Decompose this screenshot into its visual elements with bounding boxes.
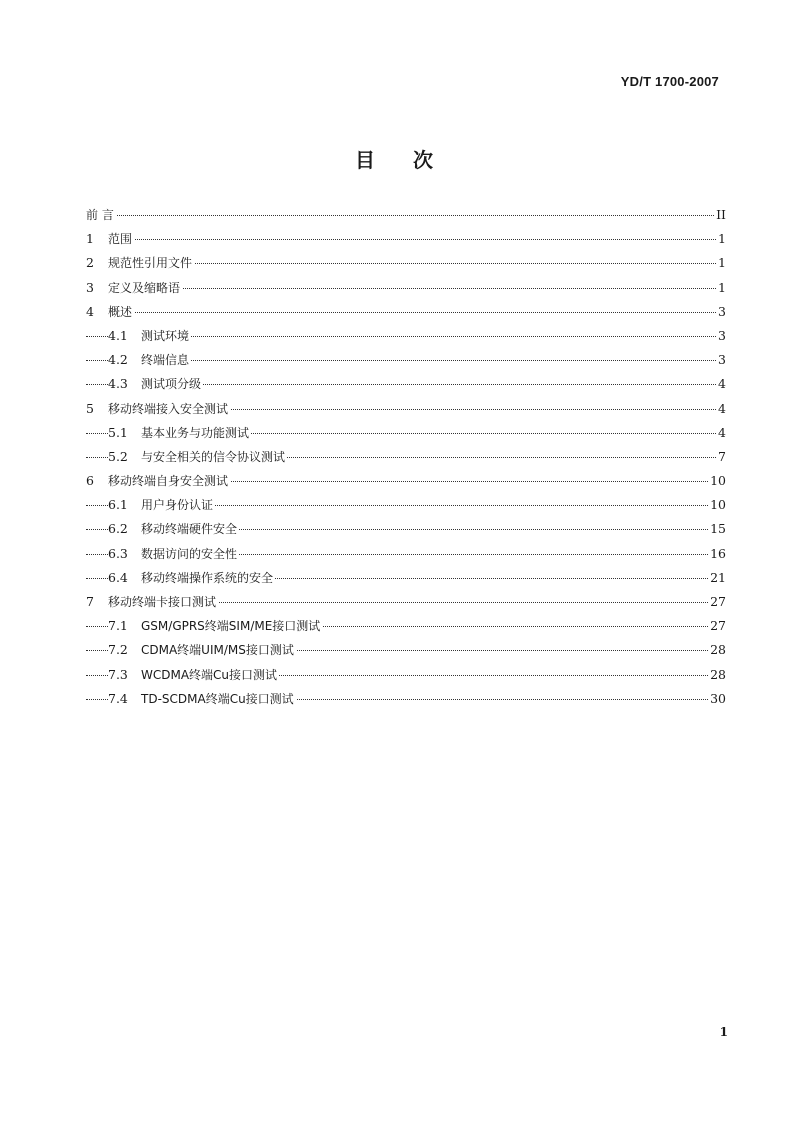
toc-entry-label xyxy=(86,472,230,490)
dot-leader xyxy=(86,237,726,240)
toc-entry-number: 6.1 xyxy=(108,497,128,513)
toc-entry-text: 数据访问的安全性 xyxy=(141,546,238,561)
toc-entry-number: 7 xyxy=(86,594,94,609)
toc-entry-text: 定义及缩略语 xyxy=(108,280,181,295)
toc-entry-label xyxy=(86,303,134,321)
toc-entry[interactable] xyxy=(86,254,726,278)
toc-entry-page: 15 xyxy=(710,521,726,537)
toc-entry-text: 与安全相关的信令协议测试 xyxy=(141,449,286,464)
toc-entry-number: 7.4 xyxy=(108,690,128,706)
toc-heading: 目次 xyxy=(355,148,471,172)
toc-entry-number: 5.1 xyxy=(108,424,128,440)
toc-entry-page: 3 xyxy=(718,352,726,368)
toc-entry-number: 6.2 xyxy=(108,521,128,537)
toc-entry-number: 前 言 xyxy=(86,208,114,222)
toc-entry-page: 1 xyxy=(718,255,726,271)
toc-entry-page: 16 xyxy=(710,545,726,561)
toc-entry-page: 4 xyxy=(718,400,726,416)
toc-entry-page: 10 xyxy=(710,473,726,489)
toc-entry-text: 测试环境 xyxy=(141,328,190,343)
toc-entry-label xyxy=(108,641,296,659)
toc-entry-text: 规范性引用文件 xyxy=(108,256,193,271)
toc-entry-page: 3 xyxy=(718,327,726,343)
toc-entry-label xyxy=(86,206,116,224)
toc-entry[interactable] xyxy=(86,472,726,496)
toc-entry-label xyxy=(108,496,215,514)
toc-entry[interactable] xyxy=(86,303,726,327)
toc-entry-label xyxy=(108,327,191,345)
toc-entry[interactable] xyxy=(86,666,726,690)
toc-entry-page: 28 xyxy=(710,642,726,658)
toc-entry-number: 4.2 xyxy=(108,352,128,368)
toc-entry-label xyxy=(108,448,287,466)
toc-entry-number: 6.3 xyxy=(108,545,128,561)
toc-entry-label xyxy=(108,424,251,442)
toc-entry-text: 用户身份认证 xyxy=(141,498,214,513)
toc-entry[interactable] xyxy=(86,424,726,448)
toc-entry-number: 4.3 xyxy=(108,376,128,392)
toc-entry-page: 28 xyxy=(710,666,726,682)
toc-entry[interactable] xyxy=(86,641,726,665)
toc-entry-page: 30 xyxy=(710,690,726,706)
toc-entry[interactable] xyxy=(86,448,726,472)
toc-entry-text: 基本业务与功能测试 xyxy=(141,425,250,440)
toc-entry-text: 移动终端操作系统的安全 xyxy=(141,570,274,585)
toc-entry[interactable] xyxy=(86,230,726,254)
toc-entry-label xyxy=(108,690,296,708)
toc-entry[interactable] xyxy=(86,279,726,303)
toc-entry-page: 1 xyxy=(718,279,726,295)
toc-entry-label xyxy=(108,617,322,635)
toc-entry-page: 27 xyxy=(710,618,726,634)
toc-entry-label xyxy=(108,520,239,538)
toc-entry[interactable] xyxy=(86,520,726,544)
toc-entry[interactable] xyxy=(86,375,726,399)
toc-entry-label xyxy=(86,593,218,611)
toc-entry-number: 6 xyxy=(86,473,94,489)
toc-entry-number: 5 xyxy=(86,400,94,416)
toc-entry-text: 移动终端卡接口测试 xyxy=(108,595,217,609)
toc-entry[interactable] xyxy=(86,351,726,375)
toc-entry-text: WCDMA终端Cu接口测试 xyxy=(141,667,278,682)
toc-entry[interactable] xyxy=(86,545,726,569)
toc-entry-page: 10 xyxy=(710,497,726,513)
toc-entry-number: 7.2 xyxy=(108,642,128,658)
toc-entry-label xyxy=(108,351,191,369)
toc-entry[interactable] xyxy=(86,569,726,593)
dot-leader xyxy=(86,213,726,216)
toc-entry-text: 移动终端硬件安全 xyxy=(141,522,238,537)
toc-entry-text: 范围 xyxy=(108,232,133,247)
toc-entry-text: 移动终端接入安全测试 xyxy=(108,401,229,416)
toc-entry-label xyxy=(86,400,230,418)
toc-entry-page: 21 xyxy=(710,569,726,585)
toc-entry-page: II xyxy=(716,207,726,222)
toc-entry-page: 4 xyxy=(718,376,726,392)
toc-entry-text: TD-SCDMA终端Cu接口测试 xyxy=(141,691,294,706)
toc-entry-label xyxy=(108,375,203,393)
toc-entry-text: 移动终端自身安全测试 xyxy=(108,474,229,489)
toc-entry-page: 27 xyxy=(710,594,726,609)
toc-entry-number: 5.2 xyxy=(108,448,128,464)
toc-entry-text: CDMA终端UIM/MS接口测试 xyxy=(141,643,294,658)
toc-entry-label xyxy=(86,254,194,272)
toc-entry-number: 7.3 xyxy=(108,666,128,682)
toc-entry-page: 7 xyxy=(718,448,726,464)
toc-entry[interactable] xyxy=(86,593,726,617)
toc-entry-label xyxy=(86,230,134,248)
toc-entry-number: 4.1 xyxy=(108,327,128,343)
toc-entry-page: 4 xyxy=(718,424,726,440)
toc-entry-text: 终端信息 xyxy=(141,353,190,368)
toc-entry-page: 3 xyxy=(718,303,726,319)
toc-entry-label xyxy=(86,279,182,297)
table-of-contents xyxy=(86,206,726,714)
toc-entry-number: 3 xyxy=(86,279,94,295)
toc-entry-label xyxy=(108,666,279,684)
toc-entry[interactable] xyxy=(86,327,726,351)
toc-entry-text: GSM/GPRS终端SIM/ME接口测试 xyxy=(141,619,321,634)
toc-entry-number: 4 xyxy=(86,303,94,319)
toc-entry[interactable] xyxy=(86,617,726,641)
page-number: 1 xyxy=(719,1025,728,1039)
toc-entry-label xyxy=(108,569,275,587)
toc-entry[interactable] xyxy=(86,690,726,714)
toc-entry-text: 概述 xyxy=(108,304,133,319)
toc-entry-label xyxy=(108,545,239,563)
toc-entry-number: 7.1 xyxy=(108,618,128,634)
toc-entry[interactable] xyxy=(86,496,726,520)
toc-entry-number: 1 xyxy=(86,231,94,247)
toc-entry[interactable] xyxy=(86,206,726,230)
toc-entry[interactable] xyxy=(86,400,726,424)
toc-entry-number: 2 xyxy=(86,255,94,271)
document-code: YD/T 1700-2007 xyxy=(620,74,719,89)
dot-leader xyxy=(86,310,726,313)
toc-entry-page: 1 xyxy=(718,231,726,247)
toc-entry-text: 测试项分级 xyxy=(141,377,202,392)
toc-entry-number: 6.4 xyxy=(108,569,128,585)
